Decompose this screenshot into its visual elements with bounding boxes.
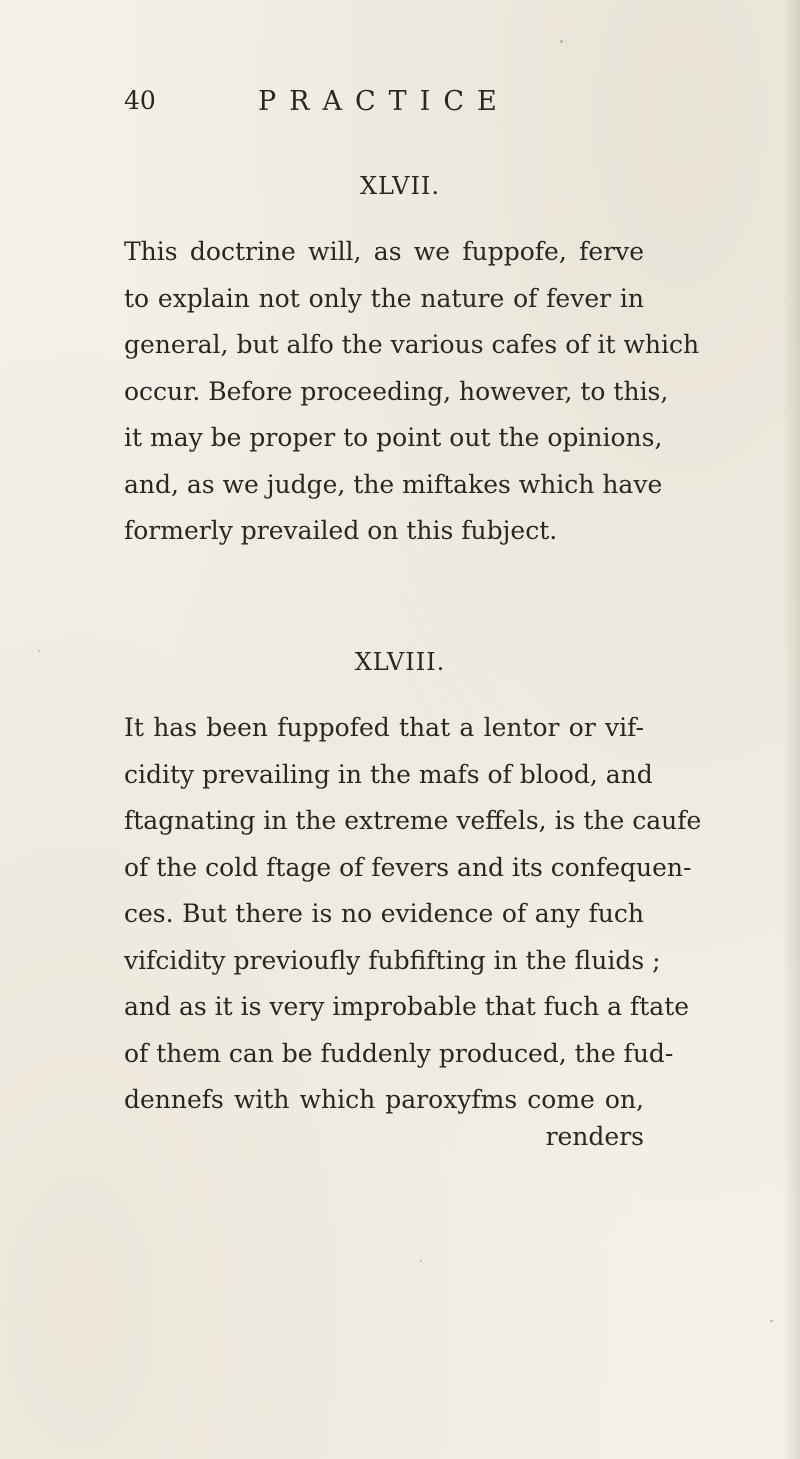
catchword: renders: [545, 1122, 644, 1151]
text-line: formerly prevailed on this fubject.: [124, 516, 558, 545]
paragraph-xlviii: [124, 705, 702, 1124]
text-line: it may be proper to point out the opinions,: [124, 423, 663, 452]
running-title: PRACTICE: [258, 86, 510, 117]
text-line: to explain not only the nature of fever in: [124, 283, 644, 313]
text-line: and as it is very improbable that fuch a ftate: [124, 992, 690, 1021]
paper-speck: [420, 1260, 422, 1262]
page-number: 40: [124, 86, 156, 115]
paper-speck: [560, 40, 563, 43]
text-line: This doctrine will, as we fuppofe, ferve: [124, 237, 644, 266]
paper-speck: [770, 1320, 773, 1322]
section-heading-xlviii: XLVIII.: [354, 648, 446, 676]
text-line: It has been fuppofed that a lentor or vif-: [124, 713, 644, 742]
text-line: dennefs with which paroxyfms come on,: [124, 1085, 644, 1114]
text-line: of the cold ftage of fevers and its confequen-: [124, 852, 692, 882]
text-line: ftagnating in the extreme veffels, is the caufe: [124, 806, 702, 835]
text-line: occur. Before proceeding, however, to this,: [124, 376, 669, 406]
running-header: [124, 86, 644, 126]
page-edge-shadow: [782, 0, 800, 1459]
text-line: cidity prevailing in the mafs of blood, and: [124, 759, 653, 789]
text-line: and, as we judge, the miftakes which have: [124, 469, 663, 499]
paragraph-xlvii: [124, 229, 700, 555]
text-line: ces. But there is no evidence of any fuch: [124, 899, 644, 928]
section-heading-xlvii: XLVII.: [359, 172, 441, 200]
text-line: general, but alfo the various cafes of it which: [124, 330, 700, 359]
text-line: of them can be fuddenly produced, the fud-: [124, 1038, 674, 1068]
paper-speck: [38, 650, 40, 652]
text-line: vifcidity previoufly fubfifting in the fluids ;: [124, 945, 661, 975]
